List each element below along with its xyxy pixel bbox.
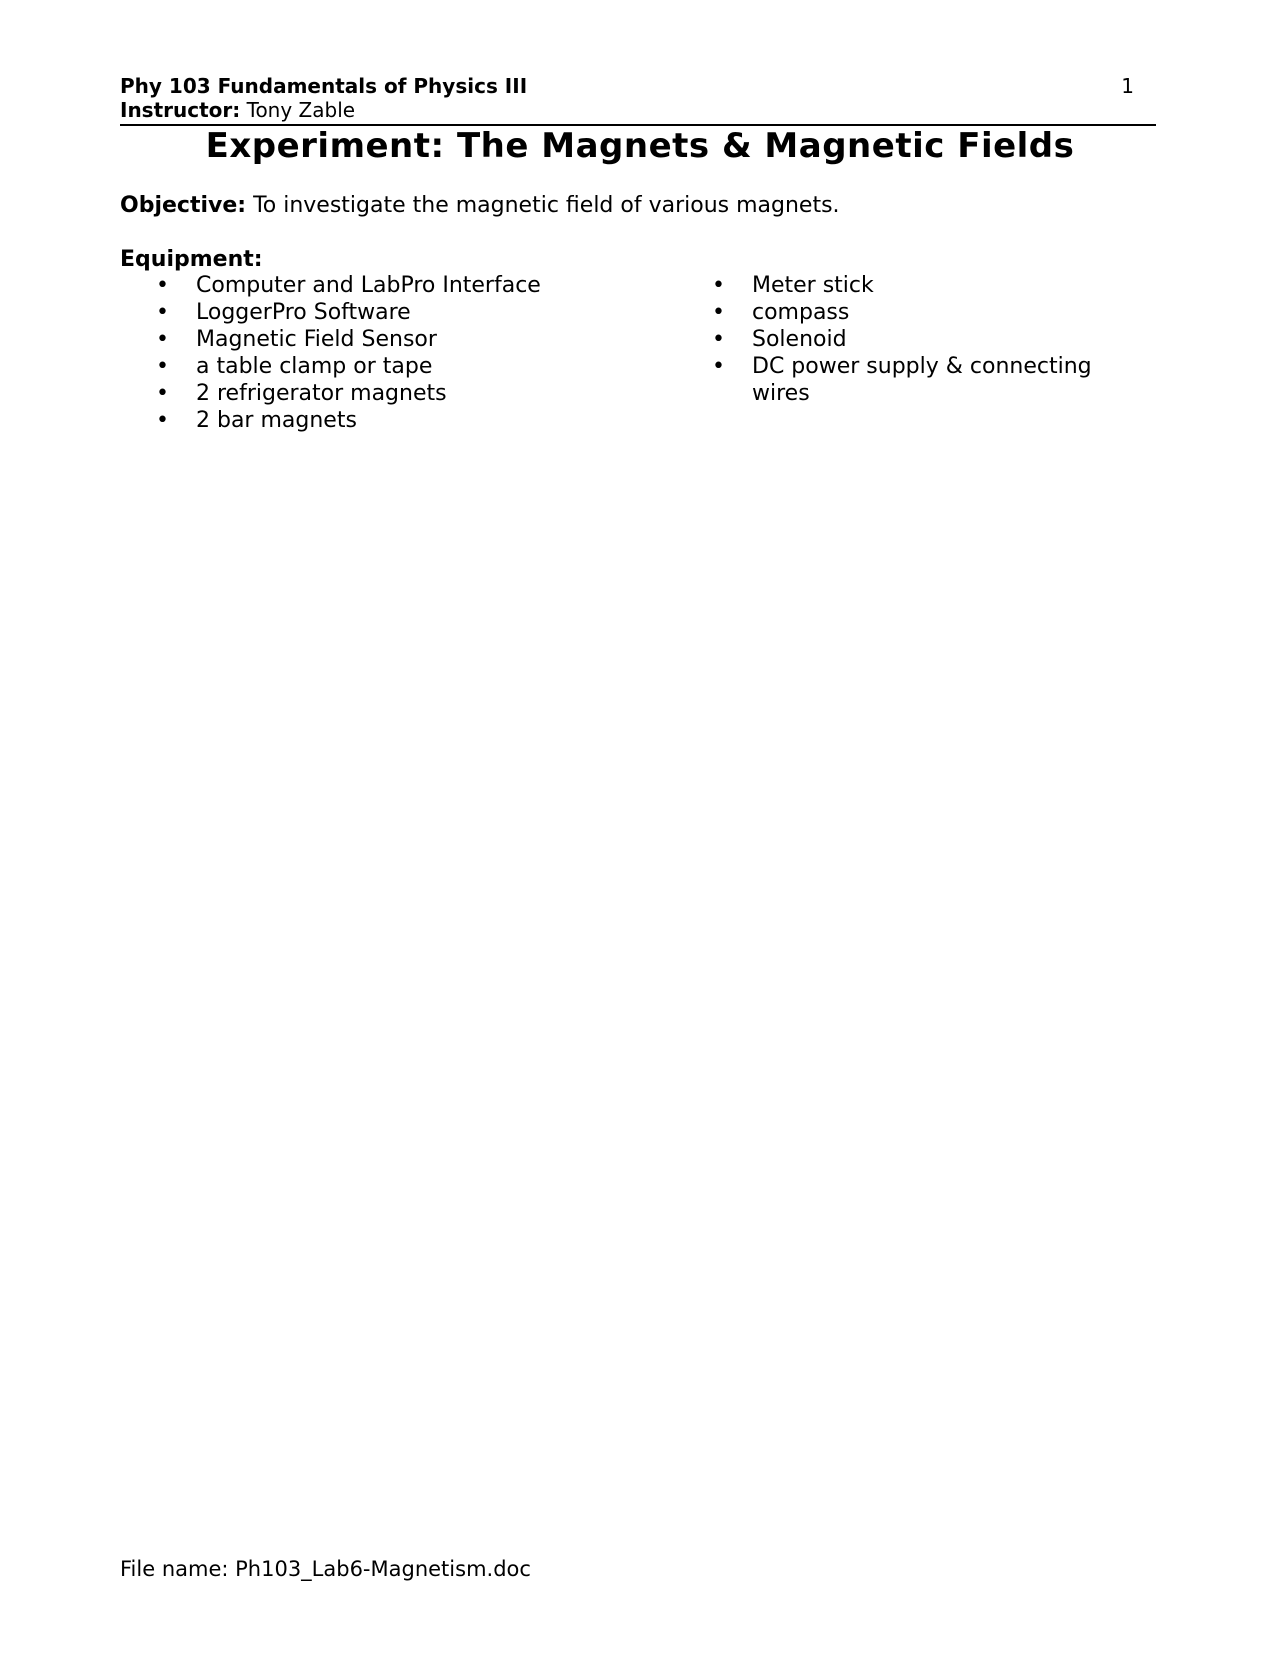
list-item-text: DC power supply & connecting wires: [752, 354, 1092, 406]
page-number: 1: [1121, 74, 1134, 98]
list-item: [712, 272, 1132, 299]
document-title: Experiment: The Magnets & Magnetic Fields: [205, 126, 1075, 166]
objective-text: To investigate the magnetic field of various magnets.: [253, 193, 840, 218]
bullet-icon: •: [712, 327, 725, 352]
list-item: [156, 299, 676, 326]
bullet-icon: •: [156, 327, 169, 352]
bullet-icon: •: [156, 381, 169, 406]
list-item-text: Magnetic Field Sensor: [196, 327, 437, 352]
page-header: [120, 74, 1156, 126]
bullet-icon: •: [712, 300, 725, 325]
bullet-icon: •: [156, 408, 169, 433]
equipment-list-left: [156, 272, 676, 434]
list-item-text: Solenoid: [752, 327, 847, 352]
list-item-text: compass: [752, 300, 850, 325]
list-item-text: 2 refrigerator magnets: [196, 381, 447, 406]
list-item-text: Meter stick: [752, 273, 874, 298]
bullet-icon: •: [156, 273, 169, 298]
list-item-text: Computer and LabPro Interface: [196, 273, 541, 298]
equipment-heading: Equipment:: [120, 247, 263, 272]
list-item: [156, 353, 676, 380]
list-item: [156, 272, 676, 299]
list-item-text: 2 bar magnets: [196, 408, 357, 433]
bullet-icon: •: [156, 300, 169, 325]
list-item: [712, 326, 1132, 353]
objective-line: [120, 192, 840, 220]
course-title: Phy 103 Fundamentals of Physics III: [120, 74, 528, 98]
list-item: [712, 299, 1132, 326]
list-item: [156, 326, 676, 353]
equipment-list-right: [712, 272, 1132, 407]
list-item: [156, 380, 676, 407]
instructor-line: [120, 98, 1156, 122]
bullet-icon: •: [712, 354, 725, 379]
objective-label: Objective:: [120, 193, 247, 218]
bullet-icon: •: [712, 273, 725, 298]
list-item: [156, 407, 676, 434]
instructor-label: Instructor:: [120, 98, 241, 122]
footer-file-name: File name: Ph103_Lab6-Magnetism.doc: [120, 1557, 531, 1581]
list-item-text: LoggerPro Software: [196, 300, 411, 325]
bullet-icon: •: [156, 354, 169, 379]
list-item: [712, 353, 1132, 407]
list-item-text: a table clamp or tape: [196, 354, 433, 379]
instructor-name: Tony Zable: [246, 98, 356, 122]
